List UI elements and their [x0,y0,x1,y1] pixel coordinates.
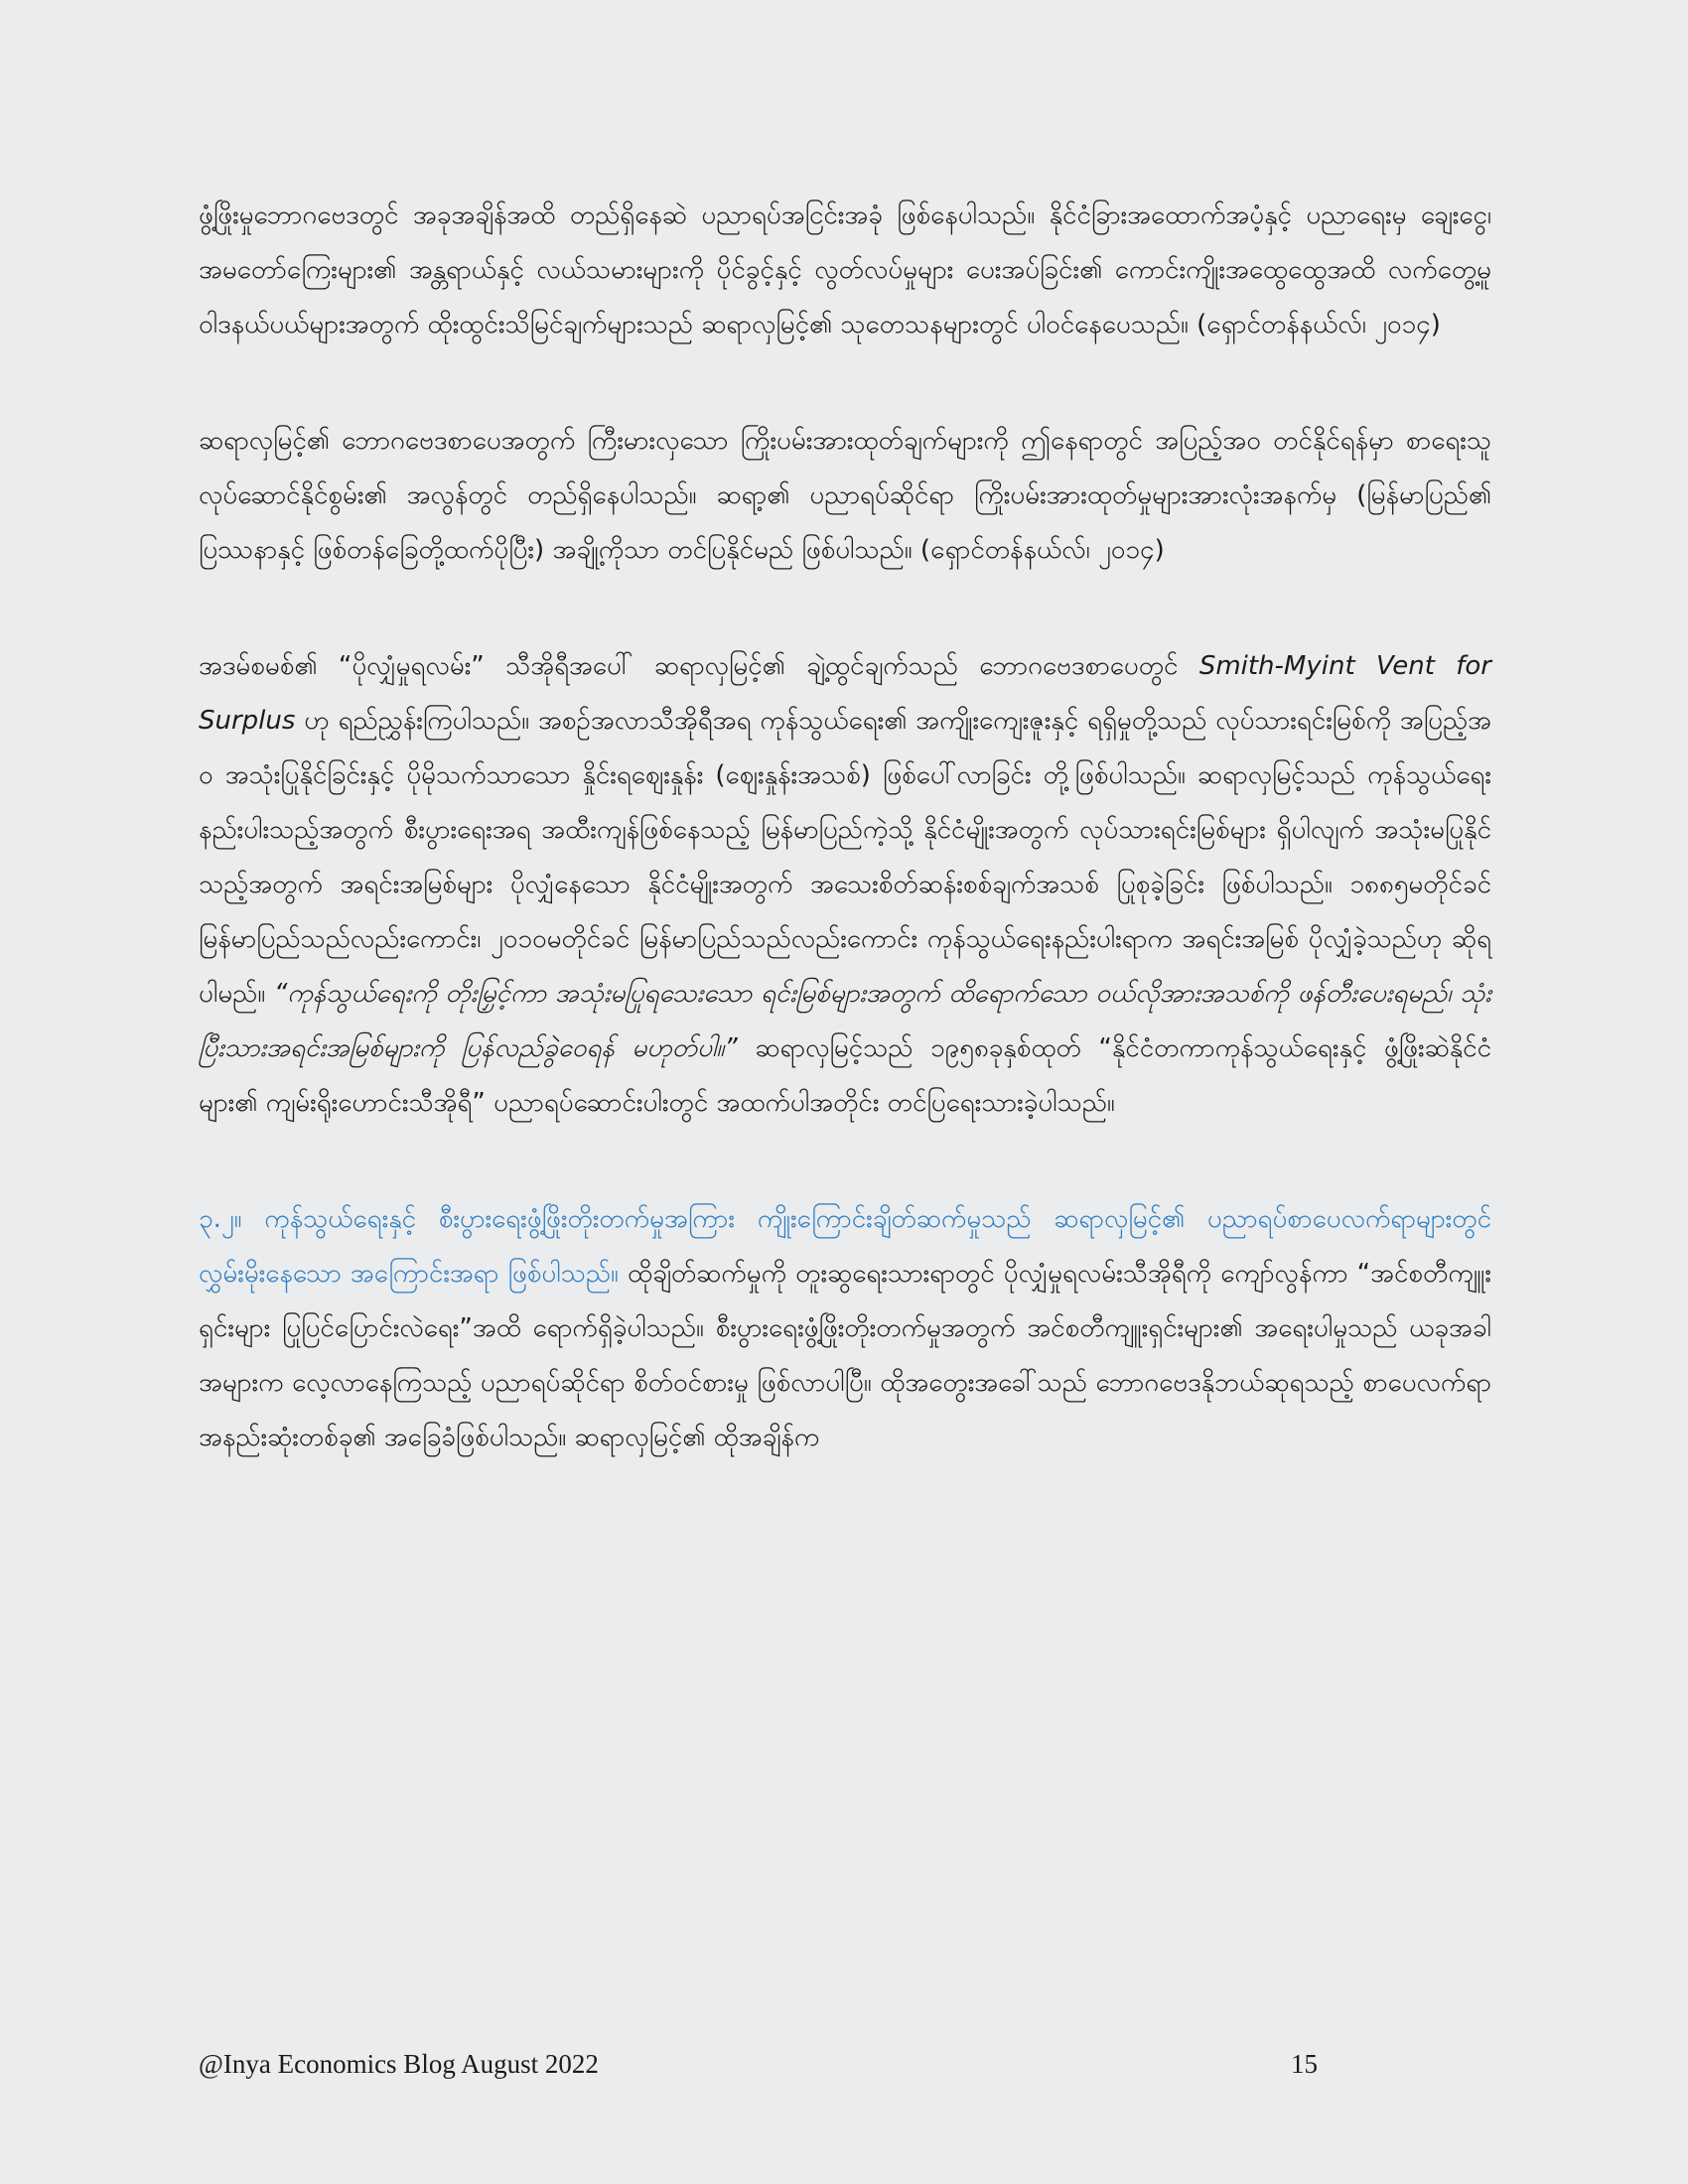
footer-source: @Inya Economics Blog August 2022 [199,2049,599,2079]
paragraph-4 [199,1192,1491,1465]
paragraph-3 [199,639,1491,1131]
paragraph-3-text-b: ဟု ရည်ညွှန်းကြပါသည်။ အစဉ်အလာသီအိုရီအရ ကုန်သွယ်ရေး၏ အကျိုးကျေးဇူးနှင့် ရရှိမှုတို့သည် လုပ်သားရင်းမြစ်ကို အပြည့်အဝ အသုံးပြုနိုင်ခြင်းနှင့် ပိုမိုသက်သာသော နှိုင်းရဈေးနှုန်း (ဈေးနှုန်းအသစ်) ဖြစ်ပေါ်လာခြင်း တို့ဖြစ်ပါသည်။ ဆရာလှမြင့်သည် ကုန်သွယ်ရေးနည်းပါးသည့်အတွက် စီးပွားရေးအရ အထီးကျန်ဖြစ်နေသည့် မြန်မာပြည်ကဲ့သို့ နိုင်ငံမျိုးအတွက် လုပ်သားရင်းမြစ်များ ရှိပါလျက် အသုံးမပြုနိုင်သည့်အတွက် အရင်းအမြစ်များ ပိုလျှံနေသော နိုင်ငံမျိုးအတွက် အသေးစိတ်ဆန်းစစ်ချက်အသစ် ပြုစုခဲ့ခြင်း ဖြစ်ပါသည်။ ၁၈၈၅မတိုင်ခင် မြန်မာပြည်သည်လည်းကောင်း၊ ၂၀၁၀မတိုင်ခင် မြန်မာပြည်သည်လည်းကောင်း ကုန်သွယ်ရေးနည်းပါးရာက အရင်းအမြစ် ပိုလျှံခဲ့သည်ဟု ဆိုရပါမည်။ [199,706,1491,1009]
paragraph-3-text-c: ဆရာလှမြင့်သည် ၁၉၅၈ခုနှစ်ထုတ် “နိုင်ငံတကာကုန်သွယ်ရေးနှင့် ဖွံ့ဖြိုးဆဲနိုင်ငံများ၏ ကျမ်းရိုးဟောင်းသီအိုရီ” ပညာရပ်ဆောင်းပါးတွင် အထက်ပါအတိုင်း တင်ပြရေးသားခဲ့ပါသည်။ [199,1033,1491,1118]
paragraph-1-text: ဖွံ့ဖြိုးမှုဘောဂဗေဒတွင် အခုအချိန်အထိ တည်ရှိနေဆဲ ပညာရပ်အငြင်းအခုံ ဖြစ်နေပါသည်။ နိုင်ငံခြားအထောက်အပံ့နှင့် ပညာရေးမှ ချေးငွေ၊ အမတော်ကြေးများ၏ အန္တရာယ်နှင့် လယ်သမားများကို ပိုင်ခွင့်နှင့် လွတ်လပ်မှုများ ပေးအပ်ခြင်း၏ ကောင်းကျိုးအထွေထွေအထိ လက်တွေ့မူဝါဒနယ်ပယ်များအတွက် ထိုးထွင်းသိမြင်ချက်များသည် ဆရာလှမြင့်၏ သုတေသနများတွင် ပါဝင်နေပေသည်။ (ရှောင်တန်နယ်လ်၊ ၂၀၁၄) [199,201,1491,340]
paragraph-3-quote: “ကုန်သွယ်ရေးကို တိုးမြှင့်ကာ အသုံးမပြုရသေးသော ရင်းမြစ်များအတွက် ထိရောက်သော ဝယ်လိုအားအသစ်ကို ဖန်တီးပေးရမည်၊ သုံးပြီးသားအရင်းအမြစ်များကို ပြန်လည်ခွဲဝေရန် မဟုတ်ပါ။” [199,979,1491,1063]
page-number: 15 [1291,2049,1318,2079]
paragraph-1 [199,189,1491,352]
paragraph-4-text: ထိုချိတ်ဆက်မှုကို တူးဆွရေးသားရာတွင် ပိုလျှံမှုရလမ်းသီအိုရီကို ကျော်လွန်ကာ “အင်စတီကျူးရှင်းများ ပြုပြင်ပြောင်းလဲရေး”အထိ ရောက်ရှိခဲ့ပါသည်။ စီးပွားရေးဖွံ့ဖြိုးတိုးတက်မှုအတွက် အင်စတီကျူးရှင်းများ၏ အရေးပါမှုသည် ယခုအခါ အများက လေ့လာနေကြသည့် ပညာရပ်ဆိုင်ရာ စိတ်ဝင်စားမှု ဖြစ်လာပါပြီ။ ထိုအတွေးအခေါ်သည် ဘောဂဗေဒနိုဘယ်ဆုရသည့် စာပေလက်ရာ အနည်းဆုံးတစ်ခု၏ အခြေခံဖြစ်ပါသည်။ ဆရာလှမြင့်၏ ထိုအချိန်က [199,1259,1491,1452]
paragraph-2-text: ဆရာလှမြင့်၏ ဘောဂဗေဒစာပေအတွက် ကြီးမားလှသော ကြိုးပမ်းအားထုတ်ချက်များကို ဤနေရာတွင် အပြည့်အဝ တင်နိုင်ရန်မှာ စာရေးသူလုပ်ဆောင်နိုင်စွမ်း၏ အလွန်တွင် တည်ရှိနေပါသည်။ ဆရာ့၏ ပညာရပ်ဆိုင်ရာ ကြိုးပမ်းအားထုတ်မှုများအားလုံးအနက်မှ (မြန်မာပြည်၏ ပြဿနာနှင့် ဖြစ်တန်ခြေတို့ထက်ပိုပြီး) အချို့ကိုသာ တင်ပြနိုင်မည် ဖြစ်ပါသည်။ (ရှောင်တန်နယ်လ်၊ ၂၀၁၄) [199,426,1491,565]
paragraph-3-text-a: အဒမ်စမစ်၏ “ပိုလျှံမှုရလမ်း” သီအိုရီအပေါ် ဆရာလှမြင့်၏ ချဲ့ထွင်ချက်သည် ဘောဂဗေဒစာပေတွင် [199,651,1199,681]
section-heading-3-2: ၃.၂။ ကုန်သွယ်ရေးနှင့် စီးပွားရေးဖွံ့ဖြိုးတိုးတက်မှုအကြား ကျိုးကြောင်းချိတ်ဆက်မှုသည် ဆရာလှမြင့်၏ ပညာရပ်စာပေလက်ရာများတွင် လွှမ်းမိုးနေသော အကြောင်းအရာ ဖြစ်ပါသည်။ [199,1204,1491,1289]
paragraph-2 [199,414,1491,578]
page-body [199,189,1491,1527]
smith-myint-term: Smith-Myint Vent for Surplus [199,651,1491,736]
